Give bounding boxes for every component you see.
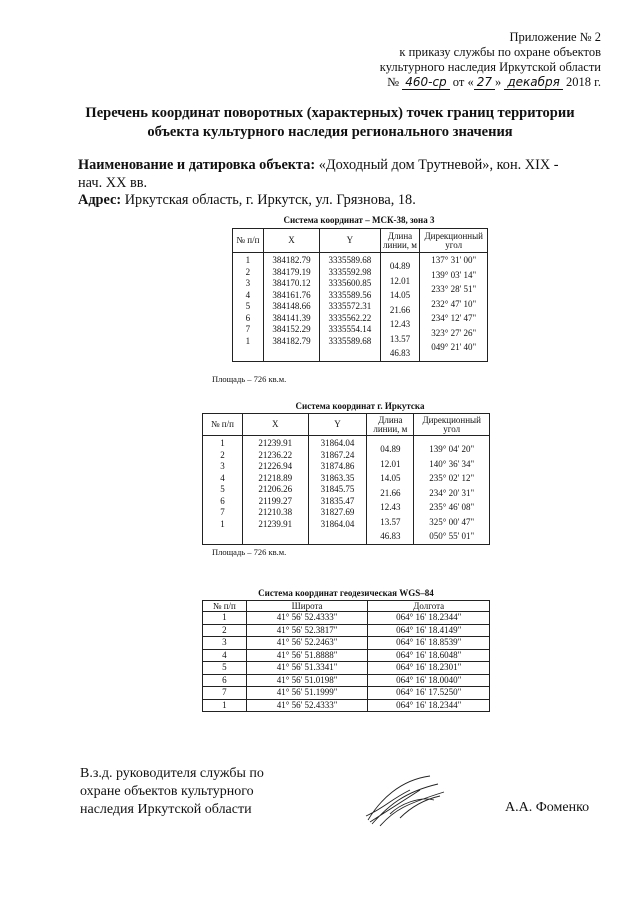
handwritten-signature <box>360 770 450 830</box>
table-row: 5 41° 56' 51.3341" 064° 16' 18.2301" <box>203 662 490 675</box>
table1-header-length: Длина линии, м <box>380 229 420 253</box>
table3-caption: Система координат геодезическая WGS–84 <box>258 588 434 598</box>
table-msk38 <box>232 228 488 362</box>
table1-area: Площадь – 726 кв.м. <box>212 374 287 384</box>
table-row: 3 41° 56' 52.2463" 064° 16' 18.8539" <box>203 637 490 650</box>
table1-caption: Система координат – МСК-38, зона 3 <box>283 215 435 225</box>
table-wgs84 <box>202 600 490 712</box>
table3-header-num: № п/п <box>203 601 247 612</box>
appendix-header <box>301 30 601 90</box>
appendix-line-2: к приказу службы по охране объектов <box>399 45 601 59</box>
table1-header-x: X <box>263 229 319 253</box>
table2-col-y: 31864.04 31867.24 31874.86 31863.35 31845.75 31835.47 31827.69 31864.04 <box>308 436 367 545</box>
object-name-value: «Доходный дом Трутневой», кон. XIX - <box>318 157 559 173</box>
signatory-name: А.А. Фоменко <box>505 800 590 815</box>
table1-col-length: 04.89 12.01 14.05 21.66 12.43 13.57 46.83 <box>380 253 420 362</box>
table2-area: Площадь – 726 кв.м. <box>212 547 287 557</box>
object-name-label: Наименование и датировка объекта: <box>78 157 316 173</box>
document-title: Перечень координат поворотных (характерных) точек границ территории объекта культурного наследия регионального значения <box>85 105 575 140</box>
table1-header-angle: Дирекционный угол <box>420 229 488 253</box>
table1-header-num: № п/п <box>233 229 264 253</box>
handwritten-day: 27 <box>474 75 495 90</box>
table1-header-y: Y <box>320 229 380 253</box>
table3-header-lat: Широта <box>246 601 368 612</box>
table-row: 1 41° 56' 52.4333" 064° 16' 18.2344" <box>203 612 490 625</box>
table2-caption: Система координат г. Иркутска <box>295 401 425 411</box>
table2-col-length: 04.89 12.01 14.05 21.66 12.43 13.57 46.83 <box>367 436 414 545</box>
appendix-order-number: № 460-ср от « 27 » декабря 2018 г. <box>387 75 601 89</box>
table-irkutsk <box>202 413 490 545</box>
table2-col-angle: 139° 04' 20" 140° 36' 34" 235° 02' 12" 234° 20' 31" 235° 46' 08" 325° 00' 47" 050° 55' 01" <box>414 436 490 545</box>
table-row: 4 41° 56' 51.8888" 064° 16' 18.6048" <box>203 649 490 662</box>
table2-header-x: X <box>242 414 308 436</box>
object-address <box>78 191 608 209</box>
signatory-position: В.з.д. руководителя службы по охране объектов культурного наследия Иркутской области <box>80 766 264 817</box>
table1-col-y: 3335589.68 3335592.98 3335600.85 3335589.56 3335572.31 3335562.22 3335554.14 3335589.68 <box>320 253 380 362</box>
table-row: 7 41° 56' 51.1999" 064° 16' 17.5250" <box>203 687 490 700</box>
address-label: Адрес: <box>78 192 122 208</box>
object-name-value-2: нач. XX вв. <box>78 175 148 191</box>
handwritten-order-number: 460-ср <box>402 75 449 90</box>
appendix-line-3: культурного наследия Иркутской области <box>379 60 601 74</box>
appendix-line-1: Приложение № 2 <box>509 30 601 44</box>
table2-header-num: № п/п <box>203 414 243 436</box>
table2-header-length: Длина линии, м <box>367 414 414 436</box>
table-row: 2 41° 56' 52.3817" 064° 16' 18.4149" <box>203 624 490 637</box>
address-value: Иркутская область, г. Иркутск, ул. Грязнова, 18. <box>124 192 416 208</box>
object-name <box>78 156 608 192</box>
table2-col-num: 1 2 3 4 5 6 7 1 <box>203 436 243 545</box>
table1-col-num: 1 2 3 4 5 6 7 1 <box>233 253 264 362</box>
table2-header-y: Y <box>308 414 367 436</box>
table1-col-x: 384182.79 384179.19 384170.12 384161.76 384148.66 384141.39 384152.29 384182.79 <box>263 253 319 362</box>
table3-header-lon: Долгота <box>368 601 490 612</box>
handwritten-month: декабря <box>504 75 563 90</box>
table-row: 1 41° 56' 52.4333" 064° 16' 18.2344" <box>203 699 490 712</box>
table1-col-angle: 137° 31' 00" 139° 03' 14" 233° 28' 51" 232° 47' 10" 234° 12' 47" 323° 27' 26" 049° 21' 40" <box>420 253 488 362</box>
table2-header-angle: Дирекционный угол <box>414 414 490 436</box>
table-row: 6 41° 56' 51.0198" 064° 16' 18.0040" <box>203 674 490 687</box>
table2-col-x: 21239.91 21236.22 21226.94 21218.89 21206.26 21199.27 21210.38 21239.91 <box>242 436 308 545</box>
